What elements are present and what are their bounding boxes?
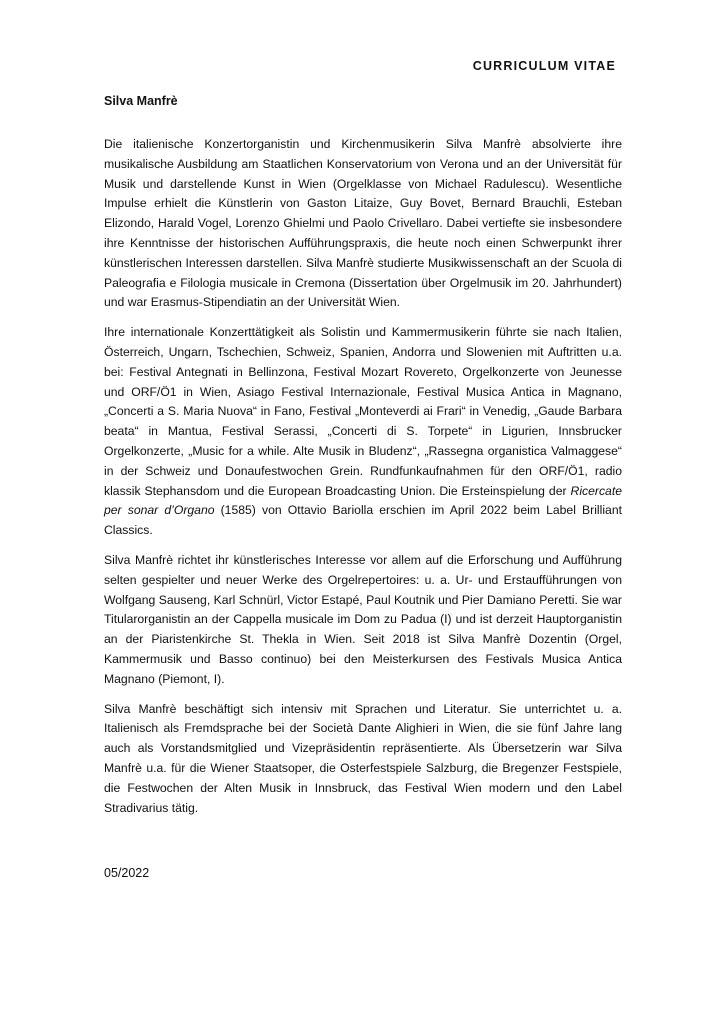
- paragraph-concerts-text-2: (1585) von Ottavio Bariolla erschien im April 2022 beim Label Brilliant Classics.: [104, 503, 622, 538]
- recording-title: Ricercate per sonar d’Organo: [104, 483, 622, 518]
- paragraph-concerts: [104, 323, 622, 541]
- document-title: CURRICULUM VITAE: [472, 59, 616, 73]
- document-date: 05/2022: [104, 866, 150, 880]
- paragraph-concerts-text-1: Ihre internationale Konzerttätigkeit als Solistin und Kammermusikerin führte sie nach Italien, Österreich, Ungarn, Tschechien, Schweiz, Spanien, Andorra und Slowenien mit Auftritten u.a. bei: Festival Antegnati in Bellinzona, Festival Mozart Rovereto, Orgelkonzerte von Jeunesse und ORF/Ö1 in Wien, Asiago Festival Internazionale, Festival Musica Antica in Magnano, „Concerti a S. Maria Nuova“ in Fano, Festival „Monteverdi ai Frari“ in Venedig, „Gaude Barbara beata“ in Mantua, Festival Serassi, „Concerti di S. Torpete“ in Ligurien, Innsbrucker Orgelkonzerte, „Music for a while. Alte Musik in Bludenz“, „Rassegna organistica Valmaggese“ in der Schweiz und Donaufestwochen Grein. Rundfunkaufnahmen für den ORF/Ö1, radio klassik Stephansdom und die European Broadcasting Union. Die Ersteinspielung der: [104, 325, 622, 498]
- paragraph-repertoire: Silva Manfrè richtet ihr künstlerisches Interesse vor allem auf die Erforschung und Aufführung selten gespielter und neuer Werke des Orgelrepertoires: u. a. Ur- und Erstaufführungen von Wolfgang Sauseng, Karl Schnürl, Victor Estapé, Paul Koutnik und Pier Damiano Peretti. Sie war Titularorganistin an der Cappella musicale im Dom zu Padua (I) und ist derzeit Hauptorganistin an der Piaristenkirche St. Thekla in Wien. Seit 2018 ist Silva Manfrè Dozentin (Orgel, Kammermusik und Basso continuo) bei den Meisterkursen des Festivals Musica Antica Magnano (Piemont, I).: [104, 552, 622, 686]
- paragraph-languages: Silva Manfrè beschäftigt sich intensiv mit Sprachen und Literatur. Sie unterrichtet u. a. Italienisch als Fremdsprache bei der Società Dante Alighieri in Wien, die sie fünf Jahre lang auch als Vorstandsmitglied und Vizepräsidentin repräsentierte. Als Übersetzerin war Silva Manfrè u.a. für die Wiener Staatsoper, die Osterfestspiele Salzburg, die Bregenzer Festspiele, die Festwochen der Alten Musik in Innsbruck, das Festival Wien modern und den Label Stradivarius tätig.: [104, 701, 622, 815]
- paragraph-education: Die italienische Konzertorganistin und Kirchenmusikerin Silva Manfrè absolvierte ihre musikalische Ausbildung am Staatlichen Konservatorium von Verona und an der Universität für Musik und darstellende Kunst in Wien (Orgelklasse von Michael Radulescu). Wesentliche Impulse erhielt die Künstlerin von Gaston Litaize, Guy Bovet, Bernard Brauchli, Esteban Elizondo, Harald Vogel, Lorenzo Ghielmi und Paolo Crivellaro. Dabei vertiefte sie insbesondere ihre Kenntnisse der historischen Aufführungspraxis, die heute noch einen Schwerpunkt ihrer künstlerischen Interessen darstellen. Silva Manfrè studierte Musikwissenschaft an der Scuola di Paleografia e Filologia musicale in Cremona (Dissertation über Orgelmusik im 20. Jahrhundert) und war Erasmus-Stipendiatin an der Universität Wien.: [104, 137, 622, 310]
- document-body: [104, 135, 622, 828]
- person-name: Silva Manfrè: [104, 94, 178, 108]
